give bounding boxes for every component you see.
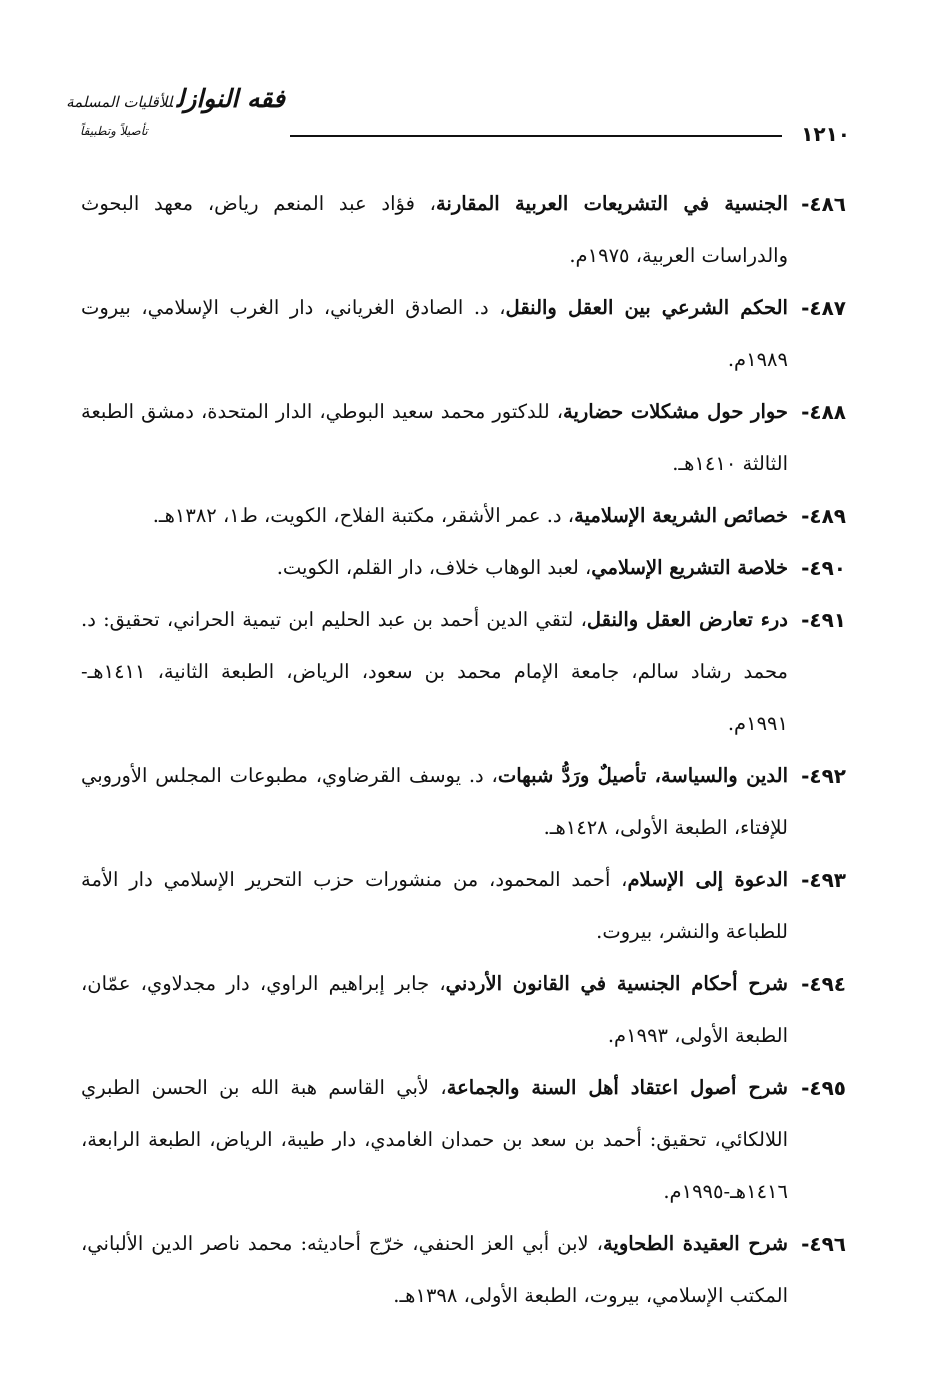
bibliography-entry: [81, 958, 846, 1062]
book-title-accent: للأقليات المسلمة: [66, 93, 173, 111]
entry-details: ، للدكتور محمد سعيد البوطي، الدار المتحدة، دمشق الطبعة الثالثة ١٤١٠هـ.: [81, 400, 788, 475]
entry-number: ٤٩٤-: [801, 972, 846, 996]
entry-text: [81, 750, 788, 854]
bibliography-entry: [81, 1218, 846, 1322]
entry-title: الحكم الشرعي بين العقل والنقل: [505, 296, 788, 319]
entry-text: [81, 490, 788, 542]
entry-title: شرح أحكام الجنسية في القانون الأردني: [445, 972, 788, 995]
entry-title: خصائص الشريعة الإسلامية: [574, 504, 788, 527]
entry-number: ٤٨٧-: [801, 296, 846, 320]
entry-text: [81, 386, 788, 490]
bibliography-entry: [81, 594, 846, 750]
entry-number: ٤٩١-: [801, 608, 846, 632]
entry-title: شرح العقيدة الطحاوية: [602, 1232, 788, 1255]
entry-number: ٤٨٨-: [801, 400, 846, 424]
entry-text: [81, 1062, 788, 1218]
entry-number: ٤٩٦-: [801, 1232, 846, 1256]
bibliography-entry: [81, 1062, 846, 1218]
bibliography-entry: [81, 178, 846, 282]
entry-text: [81, 178, 788, 282]
page-number: ١٢١٠: [801, 122, 850, 146]
entry-text: [81, 282, 788, 386]
entry-details: ، جابر إبراهيم الراوي، دار مجدلاوي، عمّان، الطبعة الأولى، ١٩٩٣م.: [81, 972, 788, 1047]
entry-details: ، د. الصادق الغرياني، دار الغرب الإسلامي، بيروت ١٩٨٩م.: [81, 296, 788, 371]
bibliography-entry: [81, 750, 846, 854]
book-title-main: فقه النوازل: [176, 84, 285, 113]
entry-number: ٤٩٥-: [801, 1076, 846, 1100]
entry-title: الدعوة إلى الإسلام: [627, 868, 788, 891]
entry-title: الدين والسياسة، تأصيلٌ ورَدُّ شبهات: [497, 764, 788, 787]
entry-title: الجنسية في التشريعات العربية المقارنة: [435, 192, 788, 215]
entry-details: ، د. عمر الأشقر، مكتبة الفلاح، الكويت، ط١، ١٣٨٢هـ.: [152, 504, 575, 527]
entry-number: ٤٩٢-: [801, 764, 846, 788]
bibliography-entry: [81, 386, 846, 490]
entry-text: [81, 958, 788, 1062]
entry-details: ، لعبد الوهاب خلاف، دار القلم، الكويت.: [276, 556, 592, 579]
entry-details: ، لابن أبي العز الحنفي، خرّج أحاديثه: محمد ناصر الدين الألباني، المكتب الإسلامي، بيروت، الطبعة الأولى، ١٣٩٨هـ.: [81, 1232, 788, 1307]
book-title: [66, 84, 285, 117]
entry-details: ، أحمد المحمود، من منشورات حزب التحرير الإسلامي دار الأمة للطباعة والنشر، بيروت.: [81, 868, 788, 943]
entry-details: ، فؤاد عبد المنعم رياض، معهد البحوث والدراسات العربية، ١٩٧٥م.: [81, 192, 788, 267]
header-rule: [290, 135, 782, 137]
entry-number: ٤٨٩-: [801, 504, 846, 528]
entry-text: [81, 854, 788, 958]
book-subtitle: تأصيلاً وتطبيقاً: [80, 124, 148, 138]
entry-number: ٤٩٣-: [801, 868, 846, 892]
bibliography-list: [81, 178, 846, 1322]
bibliography-entry: [81, 854, 846, 958]
entry-text: [81, 542, 788, 594]
entry-number: ٤٩٠-: [801, 556, 846, 580]
entry-text: [81, 1218, 788, 1322]
entry-details: ، د. يوسف القرضاوي، مطبوعات المجلس الأوروبي للإفتاء، الطبعة الأولى، ١٤٢٨هـ.: [81, 764, 788, 839]
entry-title: شرح أصول اعتقاد أهل السنة والجماعة: [446, 1076, 789, 1099]
entry-text: [81, 594, 788, 750]
entry-number: ٤٨٦-: [801, 192, 846, 216]
bibliography-entry: [81, 282, 846, 386]
entry-title: درء تعارض العقل والنقل: [586, 608, 788, 631]
entry-title: حوار حول مشكلات حضارية: [562, 400, 788, 423]
page-header: [66, 78, 850, 158]
bibliography-entry: [81, 490, 846, 542]
bibliography-entry: [81, 542, 846, 594]
book-title-logo: [66, 84, 285, 154]
entry-details: ، لأبي القاسم هبة الله بن الحسن الطبري اللالكائي، تحقيق: أحمد بن سعد بن حمدان الغامدي، دار طيبة، الرياض، الطبعة الرابعة، ١٤١٦هـ-١٩٩٥م.: [81, 1076, 788, 1203]
entry-title: خلاصة التشريع الإسلامي: [591, 556, 788, 579]
entry-details: ، لتقي الدين أحمد بن عبد الحليم ابن تيمية الحراني، تحقيق: د. محمد رشاد سالم، جامعة الإمام محمد بن سعود، الرياض، الطبعة الثانية، ١٤١١هـ- ١٩٩١م.: [81, 608, 788, 735]
